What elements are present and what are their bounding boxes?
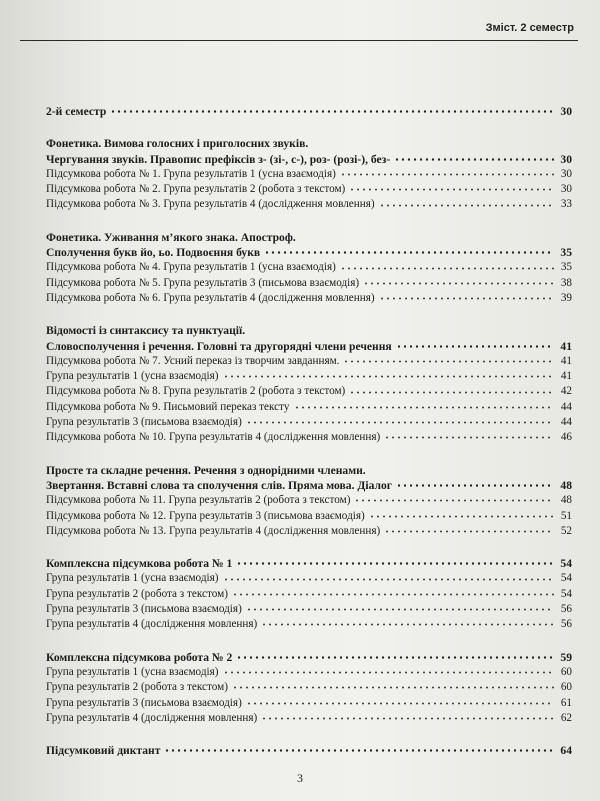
- dot-leader: [232, 684, 554, 692]
- entry-page-number: 60: [560, 681, 572, 694]
- dot-leader: [261, 621, 554, 629]
- entry-text: Підсумкова робота № 5. Група результатів 3 (письмова взаємодія): [46, 276, 360, 289]
- dot-leader: [236, 560, 554, 568]
- entry-page-number: 35: [560, 246, 572, 260]
- toc-entry: [46, 291, 572, 306]
- dot-leader: [394, 155, 554, 163]
- dot-leader: [340, 171, 554, 179]
- toc-heading-entry: [46, 245, 572, 260]
- entry-text: Підсумкова робота № 1. Група результатів 1 (усна взаємодія): [46, 167, 336, 180]
- header-label: Зміст. 2 семестр: [485, 22, 574, 34]
- toc-entry: [46, 680, 572, 695]
- dot-leader: [294, 403, 555, 411]
- entry-text: Підсумкова робота № 12. Група результатів 3 (письмова взаємодія): [46, 509, 365, 522]
- toc-entry: [46, 571, 572, 586]
- entry-text: Група результатів 4 (дослідження мовлення): [46, 618, 258, 631]
- entry-text: Словосполучення і речення. Головні та другорядні члени речення: [46, 339, 392, 353]
- dot-leader: [396, 482, 554, 490]
- section-title: Просте та складне речення. Речення з однорідними членами.: [46, 463, 366, 477]
- dot-leader: [232, 590, 554, 598]
- entry-text: Група результатів 1 (усна взаємодія): [46, 572, 219, 585]
- section-title: Фонетика. Уживання м’якого знака. Апостроф.: [46, 230, 296, 244]
- toc-section: [46, 230, 572, 306]
- entry-text: Комплексна підсумкова робота № 1: [46, 557, 233, 571]
- dot-leader: [384, 434, 554, 442]
- dot-leader: [246, 699, 554, 707]
- dot-leader: [164, 747, 554, 755]
- entry-page-number: 62: [560, 711, 572, 724]
- entry-text: Підсумкова робота № 13. Група результатів 4 (дослідження мовлення): [46, 524, 381, 537]
- dot-leader: [264, 249, 554, 257]
- dot-leader: [223, 373, 555, 381]
- entry-page-number: 41: [560, 339, 572, 353]
- entry-page-number: 30: [560, 152, 572, 166]
- toc-section: [46, 463, 572, 539]
- toc-entry: [46, 182, 572, 197]
- toc-entry: [46, 260, 572, 275]
- entry-text: Підсумкова робота № 2. Група результатів 2 (робота з текстом): [46, 183, 346, 196]
- toc-entry: [46, 354, 572, 369]
- toc-entry: [46, 400, 572, 415]
- entry-page-number: 54: [560, 557, 572, 571]
- entry-text: Підсумковий диктант: [46, 744, 161, 758]
- entry-page-number: 39: [560, 291, 572, 304]
- toc-section: [46, 556, 572, 632]
- toc-entry: [46, 696, 572, 711]
- toc-section: [46, 104, 572, 119]
- entry-text: Група результатів 3 (письмова взаємодія): [46, 696, 242, 709]
- entry-text: Група результатів 3 (письмова взаємодія): [46, 603, 242, 616]
- toc-entry: [46, 493, 572, 508]
- entry-text: Підсумкова робота № 6. Група результатів 4 (дослідження мовлення): [46, 291, 375, 304]
- dot-leader: [379, 201, 554, 209]
- toc-heading-entry: [46, 743, 572, 758]
- entry-page-number: 35: [560, 261, 572, 274]
- entry-text: Підсумкова робота № 10. Група результатів 4 (дослідження мовлення): [46, 431, 381, 444]
- entry-text: Підсумкова робота № 4. Група результатів 1 (усна взаємодія): [46, 261, 336, 274]
- toc-entry: [46, 384, 572, 399]
- dot-leader: [223, 669, 555, 677]
- entry-text: Звертання. Вставні слова та сполучення слів. Пряма мова. Діалог: [46, 478, 393, 492]
- entry-text: Підсумкова робота № 8. Група результатів 2 (робота з текстом): [46, 385, 346, 398]
- table-of-contents: [46, 104, 572, 775]
- entry-page-number: 33: [560, 198, 572, 211]
- entry-text: Група результатів 1 (усна взаємодія): [46, 665, 219, 678]
- dot-leader: [110, 108, 554, 116]
- entry-page-number: 52: [560, 524, 572, 537]
- entry-page-number: 64: [560, 744, 572, 758]
- entry-text: Сполучення букв йо, ьо. Подвоєння букв: [46, 246, 261, 260]
- entry-page-number: 38: [560, 276, 572, 289]
- toc-section: [46, 650, 572, 726]
- toc-entry: [46, 430, 572, 445]
- toc-entry: [46, 276, 572, 291]
- toc-entry: [46, 369, 572, 384]
- dot-leader: [349, 186, 554, 194]
- entry-page-number: 30: [560, 105, 572, 118]
- entry-text: Підсумкова робота № 9. Письмовий переказ тексту: [46, 400, 290, 413]
- page-number: 3: [297, 771, 303, 785]
- toc-section: [46, 323, 572, 445]
- entry-text: Група результатів 4 (дослідження мовлення): [46, 711, 258, 724]
- dot-leader: [363, 279, 554, 287]
- toc-heading-entry: [46, 152, 572, 167]
- section-title: Відомості із синтаксису та пунктуації.: [46, 324, 246, 338]
- toc-heading-entry: [46, 104, 572, 119]
- toc-heading-entry: [46, 478, 572, 493]
- toc-entry: [46, 602, 572, 617]
- dot-leader: [349, 388, 554, 396]
- entry-page-number: 48: [560, 478, 572, 492]
- entry-text: Група результатів 2 (робота з текстом): [46, 681, 228, 694]
- entry-text: Комплексна підсумкова робота № 2: [46, 650, 233, 664]
- entry-page-number: 44: [560, 416, 572, 429]
- toc-heading-entry: [46, 650, 572, 665]
- dot-leader: [236, 653, 554, 661]
- entry-page-number: 44: [560, 400, 572, 413]
- dot-leader: [379, 295, 554, 303]
- entry-page-number: 61: [560, 696, 572, 709]
- toc-entry: [46, 617, 572, 632]
- toc-entry: [46, 711, 572, 726]
- dot-leader: [343, 358, 554, 366]
- entry-page-number: 59: [560, 650, 572, 664]
- dot-leader: [396, 342, 554, 350]
- dot-leader: [384, 527, 554, 535]
- toc-entry: [46, 509, 572, 524]
- entry-page-number: 46: [560, 431, 572, 444]
- entry-text: Група результатів 2 (робота з текстом): [46, 587, 228, 600]
- toc-entry: [46, 524, 572, 539]
- toc-section: [46, 743, 572, 758]
- toc-entry: [46, 197, 572, 212]
- dot-leader: [246, 606, 554, 614]
- toc-heading-entry: [46, 556, 572, 571]
- toc-section: [46, 136, 572, 212]
- entry-page-number: 54: [560, 587, 572, 600]
- dot-leader: [246, 419, 554, 427]
- header-rule: [20, 40, 578, 41]
- entry-text: Підсумкова робота № 3. Група результатів 4 (дослідження мовлення): [46, 198, 375, 211]
- entry-text: Підсумкова робота № 7. Усний переказ із творчим завданням.: [46, 354, 340, 367]
- dot-leader: [354, 497, 554, 505]
- toc-entry: [46, 415, 572, 430]
- dot-leader: [369, 512, 554, 520]
- entry-page-number: 51: [560, 509, 572, 522]
- toc-entry: [46, 167, 572, 182]
- running-header: [0, 14, 600, 40]
- toc-entry: [46, 587, 572, 602]
- entry-page-number: 41: [560, 370, 572, 383]
- entry-page-number: 48: [560, 494, 572, 507]
- entry-page-number: 54: [560, 572, 572, 585]
- entry-page-number: 60: [560, 665, 572, 678]
- entry-page-number: 30: [560, 167, 572, 180]
- dot-leader: [261, 714, 554, 722]
- entry-page-number: 56: [560, 603, 572, 616]
- toc-heading-entry: [46, 339, 572, 354]
- entry-page-number: 41: [560, 354, 572, 367]
- entry-text: Група результатів 1 (усна взаємодія): [46, 370, 219, 383]
- entry-page-number: 56: [560, 618, 572, 631]
- entry-page-number: 30: [560, 183, 572, 196]
- entry-text: 2-й семестр: [46, 105, 107, 118]
- section-title: Фонетика. Вимова голосних і приголосних звуків.: [46, 137, 309, 151]
- toc-entry: [46, 665, 572, 680]
- entry-text: Група результатів 3 (письмова взаємодія): [46, 416, 242, 429]
- entry-text: Чергування звуків. Правопис префіксів з- (зі-, с-), роз- (розі-), без-: [46, 152, 391, 166]
- entry-page-number: 42: [560, 385, 572, 398]
- dot-leader: [223, 575, 555, 583]
- dot-leader: [340, 264, 554, 272]
- entry-text: Підсумкова робота № 11. Група результатів 2 (робота з текстом): [46, 494, 351, 507]
